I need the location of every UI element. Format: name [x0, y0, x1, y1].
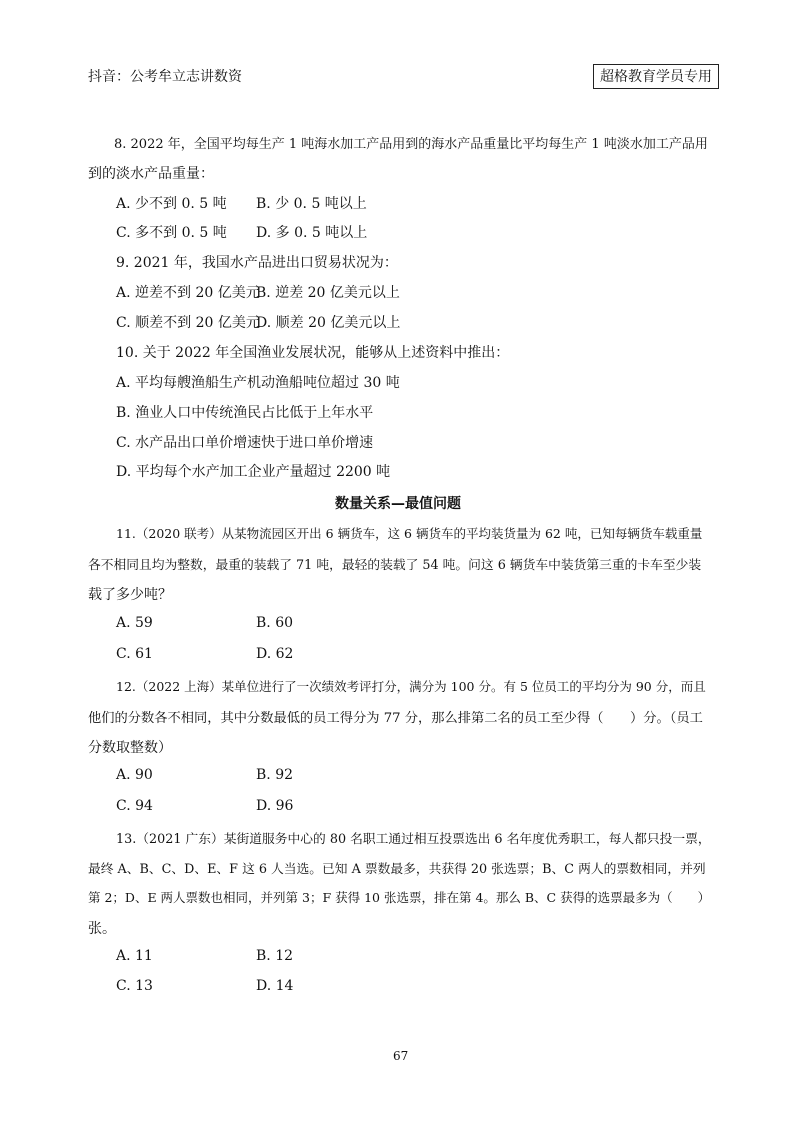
q8-option-b: B. 少 0. 5 吨以上 — [256, 196, 367, 212]
q9-option-b: B. 逆差 20 亿美元以上 — [256, 285, 400, 301]
q8-option-a: A. 少不到 0. 5 吨 — [116, 196, 227, 212]
q12-stem-line1: 12.（2022 上海）某单位进行了一次绩效考评打分，满分为 100 分。有 5 位员工的平均分为 90 分，而且 — [116, 679, 706, 694]
q11-stem-line2: 各不相同且均为整数，最重的装载了 71 吨，最轻的装载了 54 吨。问这 6 辆货车中装货第三重的卡车至少装 — [88, 558, 702, 573]
q10-option-a: A. 平均每艘渔船生产机动渔船吨位超过 30 吨 — [116, 375, 400, 391]
q11-option-a: A. 59 — [116, 615, 153, 631]
q10-option-b: B. 渔业人口中传统渔民占比低于上年水平 — [116, 405, 374, 421]
q11-option-d: D. 62 — [256, 646, 294, 662]
header-left-text: 抖音：公考牟立志讲数资 — [88, 69, 242, 85]
q12-stem-line2: 他们的分数各不相同，其中分数最低的员工得分为 77 分，那么排第二名的员工至少得（ ）分。（员工 — [88, 711, 703, 726]
section-title: 数量关系—最值问题 — [335, 496, 461, 512]
q8-option-c: C. 多不到 0. 5 吨 — [116, 225, 227, 241]
q9-option-a: A. 逆差不到 20 亿美元 — [116, 285, 260, 301]
q10-option-c: C. 水产品出口单价增速快于进口单价增速 — [116, 435, 374, 451]
q13-option-d: D. 14 — [256, 978, 294, 994]
q11-stem-line1: 11.（2020 联考）从某物流园区开出 6 辆货车，这 6 辆货车的平均装货量为 62 吨，已知每辆货车载重量 — [116, 526, 703, 541]
q9-option-d: D. 顺差 20 亿美元以上 — [256, 315, 401, 331]
q10-option-d: D. 平均每个水产加工企业产量超过 2200 吨 — [116, 464, 391, 480]
q12-option-b: B. 92 — [256, 767, 294, 783]
header-right-badge: 超格教育学员专用 — [593, 64, 719, 89]
q9-stem: 9. 2021 年，我国水产品进出口贸易状况为： — [116, 255, 398, 271]
q8-stem-line1: 8. 2022 年，全国平均每生产 1 吨海水加工产品用到的海水产品重量比平均每生产 1 吨淡水加工产品用 — [114, 137, 708, 152]
q13-stem-line1: 13.（2021 广东）某街道服务中心的 80 名职工通过相互投票选出 6 名年度优秀职工，每人都只投一票， — [116, 832, 711, 847]
q8-option-d: D. 多 0. 5 吨以上 — [256, 225, 368, 241]
q12-stem-line3: 分数取整数） — [88, 740, 172, 756]
q12-option-d: D. 96 — [256, 798, 294, 814]
q13-stem-line4: 张。 — [88, 921, 116, 937]
q12-option-a: A. 90 — [116, 767, 153, 783]
q9-option-c: C. 顺差不到 20 亿美元 — [116, 315, 260, 331]
q13-option-a: A. 11 — [116, 948, 153, 964]
q13-stem-line3: 第 2；D、E 两人票数也相同，并列第 3；F 获得 10 张选票，排在第 4。那么 B、C 获得的选票最多为（ ） — [88, 890, 711, 905]
q11-option-b: B. 60 — [256, 615, 294, 631]
q13-option-c: C. 13 — [116, 978, 153, 994]
q13-option-b: B. 12 — [256, 948, 294, 964]
q11-option-c: C. 61 — [116, 646, 153, 662]
q12-option-c: C. 94 — [116, 798, 153, 814]
q13-stem-line2: 最终 A、B、C、D、E、F 这 6 人当选。已知 A 票数最多，共获得 20 张选票；B、C 两人的票数相同，并列 — [88, 862, 706, 877]
q8-stem-line2: 到的淡水产品重量： — [88, 166, 214, 182]
q11-stem-line3: 载了多少吨？ — [88, 587, 172, 603]
q10-stem: 10. 关于 2022 年全国渔业发展状况，能够从上述资料中推出： — [116, 345, 510, 361]
page-number: 67 — [393, 1049, 409, 1063]
